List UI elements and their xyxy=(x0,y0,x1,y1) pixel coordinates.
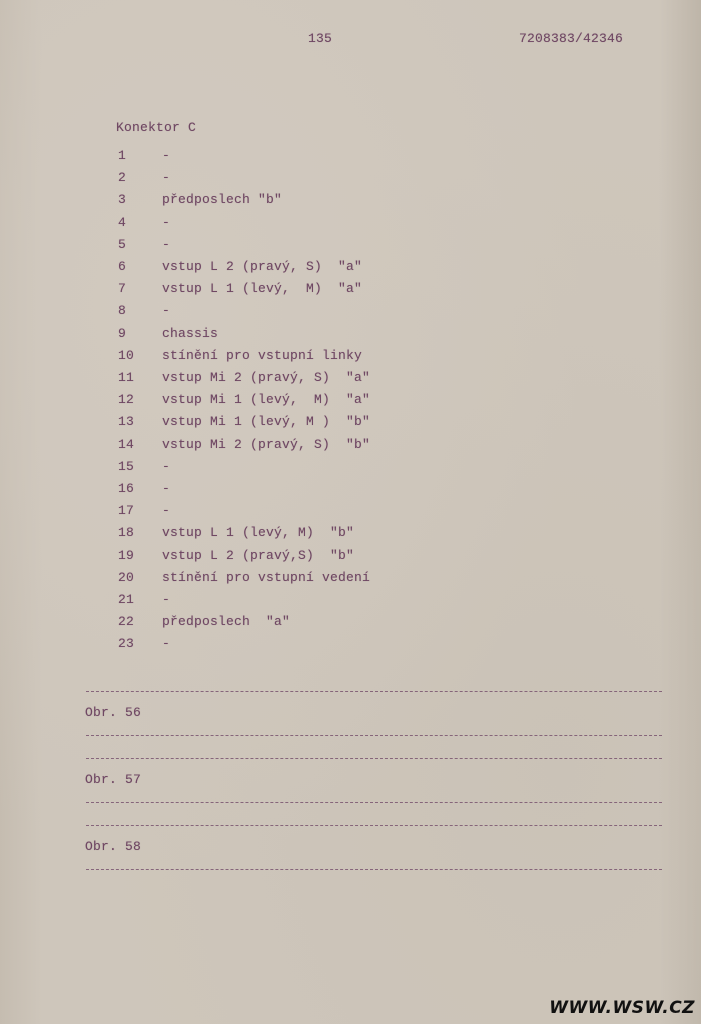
pin-row xyxy=(0,170,560,192)
pin-description: chassis xyxy=(162,325,219,341)
pin-description: - xyxy=(162,503,171,519)
pin-number: 10 xyxy=(118,347,135,363)
pin-description: - xyxy=(162,170,171,186)
pin-number: 15 xyxy=(118,458,135,474)
pin-row xyxy=(0,303,560,325)
pin-row xyxy=(0,215,560,237)
pin-number: 5 xyxy=(118,236,127,252)
pin-number: 6 xyxy=(118,259,127,274)
pin-row xyxy=(0,370,560,392)
divider-rule xyxy=(86,735,662,736)
pin-row xyxy=(0,548,560,570)
pin-description: stínění pro vstupní vedení xyxy=(162,569,371,585)
pin-row xyxy=(0,259,560,281)
pin-number: 3 xyxy=(118,192,127,208)
pin-description: vstup L 1 (levý, M) "b" xyxy=(162,525,355,541)
page-number: 135 xyxy=(308,31,333,46)
pin-number: 8 xyxy=(118,303,127,319)
pin-description: vstup L 1 (levý, M) "a" xyxy=(162,281,363,297)
pin-number: 20 xyxy=(118,569,135,585)
pin-description: - xyxy=(162,214,171,230)
pin-number: 7 xyxy=(118,281,127,297)
pin-number: 13 xyxy=(118,414,135,430)
pin-description: vstup Mi 2 (pravý, S) "b" xyxy=(162,436,371,452)
pin-row xyxy=(0,392,560,414)
section-title: Konektor C xyxy=(116,120,197,135)
pin-row xyxy=(0,503,560,525)
pin-row xyxy=(0,414,560,436)
pin-row xyxy=(0,192,560,214)
pin-row xyxy=(0,237,560,259)
pin-row xyxy=(0,326,560,348)
pin-row xyxy=(0,592,560,614)
figure-label: Obr. 56 xyxy=(85,705,142,720)
divider-rule xyxy=(86,869,662,870)
pin-number: 19 xyxy=(118,547,135,563)
pin-description: - xyxy=(162,148,171,163)
pin-description: vstup L 2 (pravý,S) "b" xyxy=(162,547,355,563)
pin-number: 18 xyxy=(118,525,135,541)
pin-description: - xyxy=(162,303,171,319)
pin-description: vstup Mi 2 (pravý, S) "a" xyxy=(162,370,371,385)
pin-description: vstup Mi 1 (levý, M ) "b" xyxy=(162,414,371,430)
pin-row xyxy=(0,525,560,547)
pin-number: 1 xyxy=(118,148,127,163)
site-watermark: WWW.WSW.CZ xyxy=(549,998,695,1018)
pin-row xyxy=(0,481,560,503)
pin-number: 2 xyxy=(118,170,127,186)
pin-description: - xyxy=(162,481,171,496)
pin-number: 11 xyxy=(118,370,135,385)
pin-number: 21 xyxy=(118,592,135,607)
pin-number: 23 xyxy=(118,636,135,652)
pin-number: 16 xyxy=(118,481,135,496)
pin-row xyxy=(0,636,560,658)
divider-rule xyxy=(86,802,662,803)
pin-row xyxy=(0,437,560,459)
pin-row xyxy=(0,148,560,170)
pin-number: 14 xyxy=(118,436,135,452)
divider-rule xyxy=(86,758,662,759)
pin-description: - xyxy=(162,236,171,252)
divider-rule xyxy=(86,825,662,826)
figure-label: Obr. 57 xyxy=(85,772,142,787)
figure-label: Obr. 58 xyxy=(85,839,142,854)
pin-number: 4 xyxy=(118,214,127,230)
pin-description: předposlech "b" xyxy=(162,192,283,208)
pin-row xyxy=(0,614,560,636)
pin-row xyxy=(0,570,560,592)
pin-number: 22 xyxy=(118,614,135,630)
pin-description: - xyxy=(162,592,171,607)
pin-number: 12 xyxy=(118,392,135,408)
pin-description: - xyxy=(162,636,171,652)
pin-number: 9 xyxy=(118,325,127,341)
pin-row xyxy=(0,459,560,481)
pin-description: stínění pro vstupní linky xyxy=(162,347,363,363)
pin-description: - xyxy=(162,458,171,474)
divider-rule xyxy=(86,691,662,692)
pin-row xyxy=(0,281,560,303)
pin-row xyxy=(0,348,560,370)
pin-description: vstup Mi 1 (levý, M) "a" xyxy=(162,392,371,408)
pin-description: vstup L 2 (pravý, S) "a" xyxy=(162,259,363,274)
document-reference: 7208383/42346 xyxy=(519,31,624,46)
pin-number: 17 xyxy=(118,503,135,519)
pin-description: předposlech "a" xyxy=(162,614,291,630)
